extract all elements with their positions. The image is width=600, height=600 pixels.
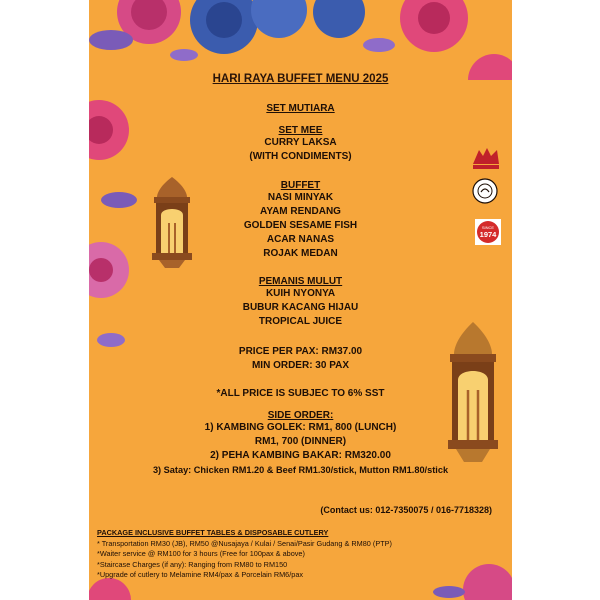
menu-item: AYAM RENDANG <box>260 206 341 217</box>
set-name: SET MUTIARA <box>266 103 335 114</box>
flower-decoration-top <box>89 0 512 80</box>
footer-line: *Upgrade of cutlery to Melamine RM4/pax & Porcelain RM6/pax <box>97 570 304 579</box>
footer-line: *Waiter service @ RM100 for 3 hours (Free for 100pax & above) <box>97 549 305 558</box>
side-order-block <box>89 410 512 477</box>
price-per-pax: PRICE PER PAX: RM37.00 <box>238 346 363 357</box>
menu-poster <box>89 0 512 600</box>
menu-item: BUBUR KACANG HIJAU <box>242 302 359 313</box>
menu-item: ACAR NANAS <box>266 234 335 245</box>
section-set-mee <box>89 125 512 164</box>
menu-item: CURRY LAKSA <box>264 137 337 148</box>
section-heading: PEMANIS MULUT <box>258 276 343 287</box>
section-heading: SET MEE <box>278 125 323 136</box>
section-heading: BUFFET <box>280 180 321 191</box>
side-order-line: 3) Satay: Chicken RM1.20 & Beef RM1.30/stick, Mutton RM1.80/stick <box>152 465 449 475</box>
menu-item: (WITH CONDIMENTS) <box>249 151 352 162</box>
pricing-block <box>89 345 512 373</box>
footer-line: * Transportation RM30 (JB), RM50 @Nusajaya / Kulai / Senai/Pasir Gudang & RM80 (PTP) <box>97 538 392 548</box>
side-order-heading: SIDE ORDER: <box>267 410 334 421</box>
side-order-line: RM1, 700 (DINNER) <box>254 436 347 447</box>
footer-heading: PACKAGE INCLUSIVE BUFFET TABLES & DISPOSABLE CUTLERY <box>97 528 329 537</box>
menu-item: KUIH NYONYA <box>265 288 336 299</box>
svg-text:SINCE: SINCE <box>481 225 495 230</box>
menu-item: ROJAK MEDAN <box>263 248 338 259</box>
menu-item: NASI MINYAK <box>267 192 334 203</box>
side-order-line: 1) KAMBING GOLEK: RM1, 800 (LUNCH) <box>204 422 397 433</box>
min-order: MIN ORDER: 30 PAX <box>251 360 350 371</box>
footer-line: *Staircase Charges (if any): Ranging from RM80 to RM150 <box>97 559 288 569</box>
contact-info: (Contact us: 012-7350075 / 016-7718328) <box>320 505 492 515</box>
menu-item: GOLDEN SESAME FISH <box>243 220 358 231</box>
package-footer <box>97 528 507 581</box>
svg-text:1974: 1974 <box>479 230 497 239</box>
menu-title: HARI RAYA BUFFET MENU 2025 <box>212 73 389 85</box>
menu-item: TROPICAL JUICE <box>258 316 343 327</box>
section-pemanis-mulut <box>89 276 512 329</box>
sst-note: *ALL PRICE IS SUBJEC TO 6% SST <box>216 388 385 399</box>
side-order-line: 2) PEHA KAMBING BAKAR: RM320.00 <box>210 450 391 461</box>
section-buffet <box>89 180 512 261</box>
